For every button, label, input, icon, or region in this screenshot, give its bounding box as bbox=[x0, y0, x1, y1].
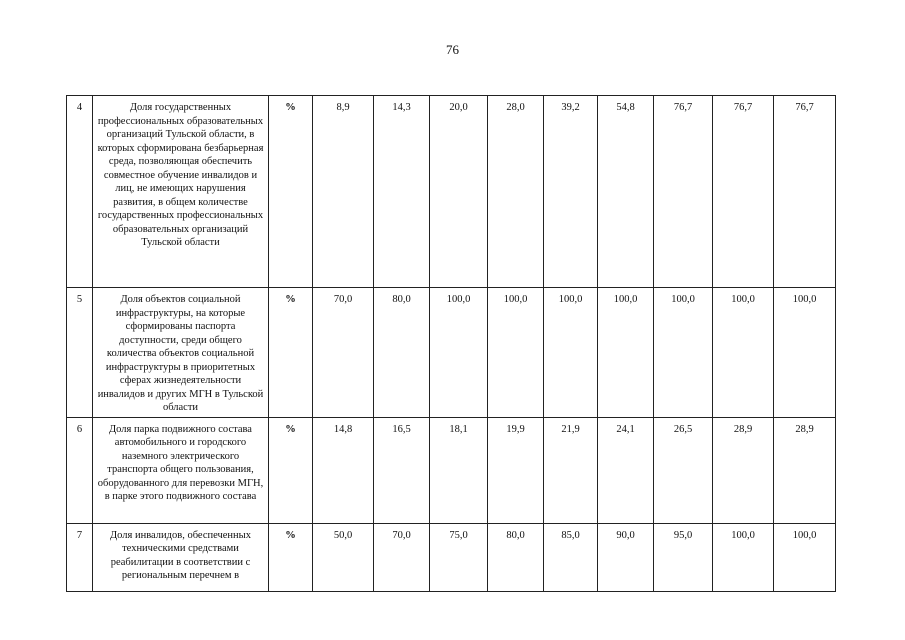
value-cell: 28,9 bbox=[713, 417, 774, 523]
row-number: 4 bbox=[67, 96, 93, 288]
unit-cell: % bbox=[269, 417, 313, 523]
value-cell: 54,8 bbox=[598, 96, 654, 288]
value-cell: 100,0 bbox=[598, 288, 654, 418]
value-cell: 26,5 bbox=[654, 417, 713, 523]
value-cell: 100,0 bbox=[774, 288, 836, 418]
unit-cell: % bbox=[269, 96, 313, 288]
row-number: 6 bbox=[67, 417, 93, 523]
value-cell: 14,3 bbox=[374, 96, 430, 288]
value-cell: 28,0 bbox=[488, 96, 544, 288]
value-cell: 75,0 bbox=[430, 523, 488, 591]
page-number: 76 bbox=[446, 42, 459, 57]
value-cell: 80,0 bbox=[374, 288, 430, 418]
indicator-description: Доля объектов социальной инфраструктуры, на которые сформированы паспорта доступности, среди общего количества объектов социальной инфраструктуры в приоритетных сферах жизнедеятельности инвалидов и других МГН в Тульской области bbox=[93, 288, 269, 418]
value-cell: 100,0 bbox=[654, 288, 713, 418]
table-row bbox=[67, 523, 836, 591]
indicator-description: Доля парка подвижного состава автомобильного и городского наземного электрического транспорта общего пользования, оборудованного для перевозки МГН, в парке этого подвижного состава bbox=[93, 417, 269, 523]
value-cell: 76,7 bbox=[774, 96, 836, 288]
value-cell: 100,0 bbox=[430, 288, 488, 418]
value-cell: 85,0 bbox=[544, 523, 598, 591]
value-cell: 100,0 bbox=[713, 523, 774, 591]
value-cell: 14,8 bbox=[313, 417, 374, 523]
value-cell: 24,1 bbox=[598, 417, 654, 523]
value-cell: 39,2 bbox=[544, 96, 598, 288]
indicator-description: Доля государственных профессиональных образовательных организаций Тульской области, в которых сформирована безбарьерная среда, позволяющая обеспечить совместное обучение инвалидов и лиц, не имеющих нарушения развития, в общем количестве государственных профессиональных образовательных организаций Тульской области bbox=[93, 96, 269, 288]
table-row bbox=[67, 96, 836, 288]
unit-cell: % bbox=[269, 523, 313, 591]
value-cell: 16,5 bbox=[374, 417, 430, 523]
value-cell: 70,0 bbox=[313, 288, 374, 418]
value-cell: 95,0 bbox=[654, 523, 713, 591]
value-cell: 100,0 bbox=[488, 288, 544, 418]
value-cell: 19,9 bbox=[488, 417, 544, 523]
table-body bbox=[67, 96, 836, 592]
value-cell: 28,9 bbox=[774, 417, 836, 523]
value-cell: 100,0 bbox=[713, 288, 774, 418]
value-cell: 76,7 bbox=[713, 96, 774, 288]
value-cell: 90,0 bbox=[598, 523, 654, 591]
value-cell: 100,0 bbox=[774, 523, 836, 591]
value-cell: 20,0 bbox=[430, 96, 488, 288]
unit-cell: % bbox=[269, 288, 313, 418]
table-row bbox=[67, 417, 836, 523]
value-cell: 76,7 bbox=[654, 96, 713, 288]
row-number: 7 bbox=[67, 523, 93, 591]
value-cell: 18,1 bbox=[430, 417, 488, 523]
value-cell: 80,0 bbox=[488, 523, 544, 591]
indicators-table bbox=[66, 95, 836, 592]
row-number: 5 bbox=[67, 288, 93, 418]
table-row bbox=[67, 288, 836, 418]
value-cell: 21,9 bbox=[544, 417, 598, 523]
value-cell: 8,9 bbox=[313, 96, 374, 288]
value-cell: 50,0 bbox=[313, 523, 374, 591]
value-cell: 70,0 bbox=[374, 523, 430, 591]
indicator-description: Доля инвалидов, обеспеченных техническими средствами реабилитации в соответствии с региональным перечнем в bbox=[93, 523, 269, 591]
value-cell: 100,0 bbox=[544, 288, 598, 418]
